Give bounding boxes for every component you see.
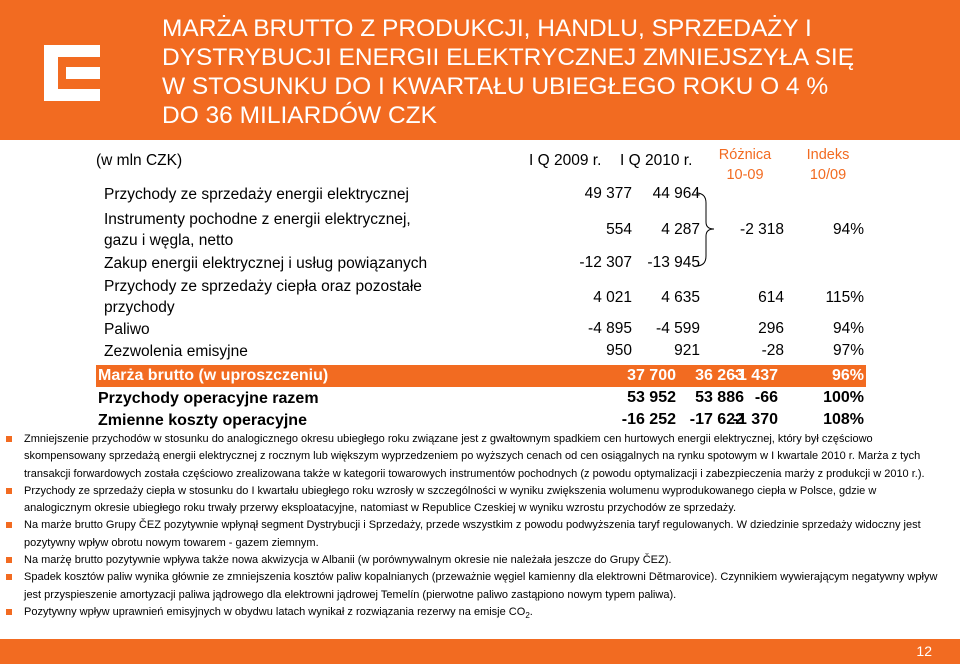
bullet-icon <box>6 574 12 580</box>
list-item: Przychody ze sprzedaży ciepła w stosunku do I kwartału ubiegłego roku wzrosły w szczególności w wyniku zwiększenia wolumenu wyprodukowanego ciepła w Polsce, gdzie w analogicznym okresie ubiegłego roku trwały przerwy eksploatacyjne, natomiast w Republice Czeskiej w wyniku wzrostu przychodów ze sprzedaży. <box>0 483 960 518</box>
bullet-icon <box>6 488 12 494</box>
list-item: Zmniejszenie przychodów w stosunku do analogicznego okresu ubiegłego roku związane jest z gwałtownym spadkiem cen hurtowych energii elektrycznej, który był częściowo skompensowany sprzedażą energii elektrycznej z rocznym lub większym wyprzedzeniem po wyższych cenach od cen osiągalnych na rynku spotowym w I kwartale 2010 r. Marża z tych transakcji forwardowych została częściowo zrealizowana także w kategorii towarowych instrumentów pochodnych (z powodu optymalizacji i zabezpieczenia marży z produkcji w 2010 r.). <box>0 431 960 483</box>
bullet-icon <box>6 609 12 615</box>
bullet-icon <box>6 436 12 442</box>
page-title: MARŻA BRUTTO Z PRODUKCJI, HANDLU, SPRZEDAŻY I DYSTRYBUCJI ENERGII ELEKTRYCZNEJ ZMNIEJSZYŁA SIĘ W STOSUNKU DO I KWARTAŁU UBIEGŁEGO ROKU O 4 % DO 36 MILIARDÓW CZK <box>162 15 855 129</box>
table-row: Przychody ze sprzedaży energii elektrycznej 49 377 44 964 <box>104 185 700 203</box>
table-row: Zezwolenia emisyjne 950 921 -28 97% <box>104 342 864 360</box>
notes-list <box>0 431 960 624</box>
table-row: Instrumenty pochodne z energii elektrycznej, gazu i węgla, netto 554 4 287 -2 318 94% <box>104 211 864 249</box>
col-header-q2010: I Q 2010 r. <box>620 152 693 169</box>
col-header-q2009: I Q 2009 r. <box>529 152 602 169</box>
col-header-diff: Różnica 10-09 <box>718 147 772 183</box>
list-item: Na marże brutto Grupy ČEZ pozytywnie wpłynął segment Dystrybucji i Sprzedaży, przede wszystkim z powodu podwyższenia taryf regulowanych. W dziedzinie sprzedaży widoczny jest pozytywny wpływ obrotu nowym towarem - gazem ziemnym. <box>0 517 960 552</box>
bullet-icon <box>6 522 12 528</box>
table-row: Przychody ze sprzedaży ciepła oraz pozostałe przychody 4 021 4 635 614 115% <box>104 278 864 316</box>
bullet-icon <box>6 557 12 563</box>
table-row: Paliwo -4 895 -4 599 296 94% <box>104 320 864 338</box>
table-row-total: Zmienne koszty operacyjne -16 252 -17 622 -1 370 108% <box>98 411 864 429</box>
col-header-index: Indeks 10/09 <box>806 147 850 183</box>
page-number: 12 <box>916 643 932 659</box>
footer-bar <box>0 639 960 664</box>
table-row-gross-margin: Marża brutto (w uproszczeniu) 37 700 36 263 -1 437 96% <box>96 365 866 387</box>
list-item: Na marżę brutto pozytywnie wpływa także nowa akwizycja w Albanii (w porównywalnym okresie nie należała jeszcze do Grupy ČEZ). <box>0 552 960 569</box>
unit-label: (w mln CZK) <box>96 152 183 169</box>
list-item: Spadek kosztów paliw wynika głównie ze zmniejszenia kosztów paliw kopalnianych (przeważnie węgiel kamienny dla elektrowni Dětmarovice). Czynnikiem wywierającym negatywny wpływ jest przyspieszenie amortyzacji paliwa jądrowego dla elektrowni jądrowej Temelín (pierwotne paliwo zastąpiono nowym typem paliwa). <box>0 569 960 604</box>
list-item: Pozytywny wpływ uprawnień emisyjnych w obydwu latach wynikał z rozwiązania rezerwy na emisje $CO_2$. <box>0 604 960 624</box>
table-row: Zakup energii elektrycznej i usług powiązanych -12 307 -13 945 <box>104 254 700 272</box>
table-row-total: Przychody operacyjne razem 53 952 53 886 -66 100% <box>98 389 864 407</box>
